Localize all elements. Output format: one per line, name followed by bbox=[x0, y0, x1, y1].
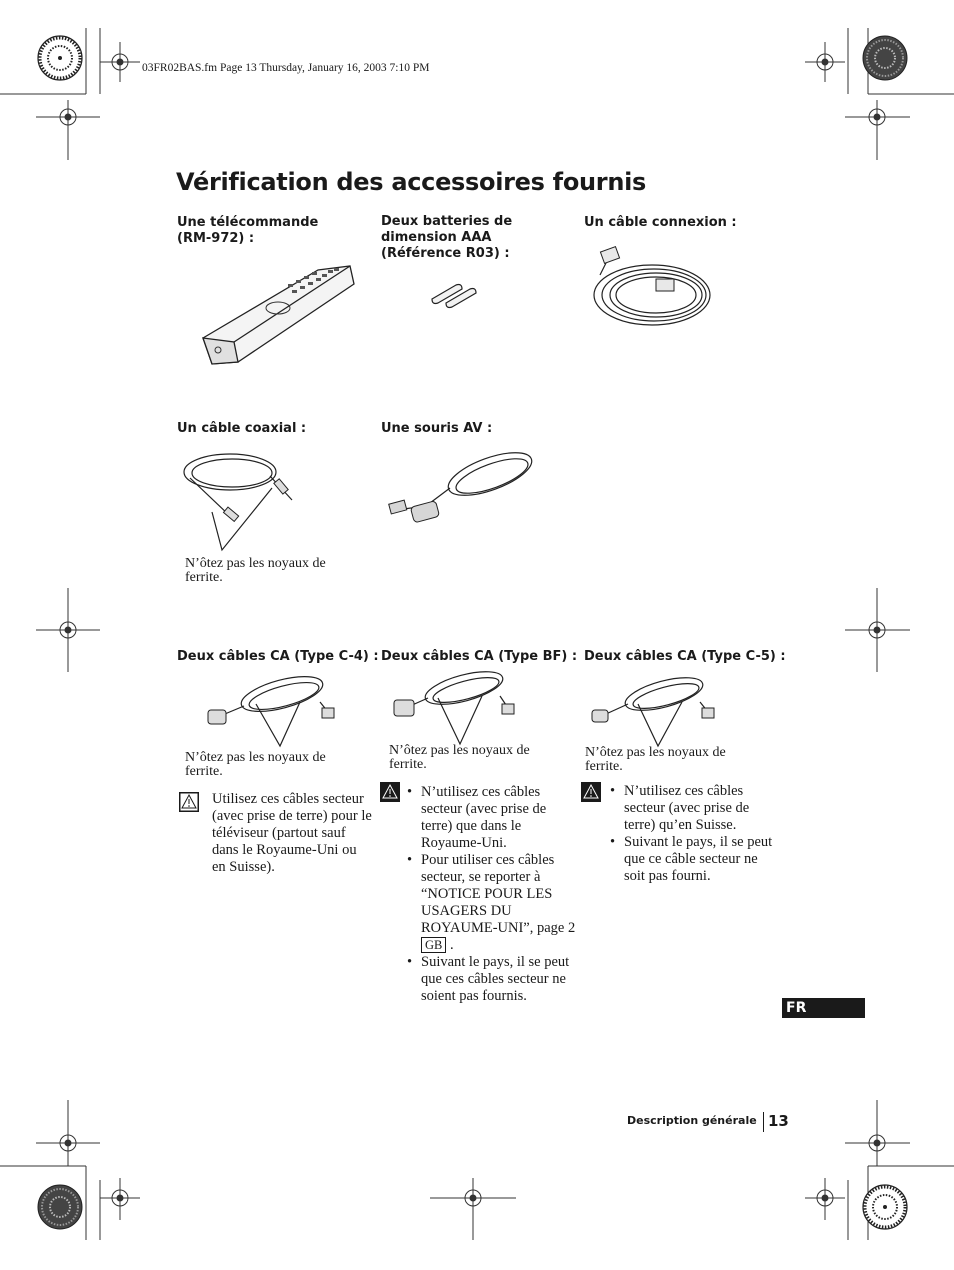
ac-cable-c4-image bbox=[200, 672, 340, 747]
ac-c5-label: Deux câbles CA (Type C-5) : bbox=[584, 649, 786, 664]
list-item: • Suivant le pays, il se peut que ce câble secteur ne soit pas fourni. bbox=[608, 834, 773, 885]
list-item: • Suivant le pays, il se peut que ces câbles secteur ne soient pas fournis. bbox=[405, 954, 580, 1005]
footer-section-title: Description générale bbox=[627, 1114, 757, 1127]
ac-c4-label: Deux câbles CA (Type C-4) : bbox=[177, 649, 379, 664]
file-header: 03FR02BAS.fm Page 13 Thursday, January 16, 2003 7:10 PM bbox=[142, 62, 430, 74]
coaxial-cable-label: Un câble coaxial : bbox=[177, 421, 307, 436]
remote-control-image bbox=[198, 258, 358, 368]
batteries-image bbox=[428, 279, 488, 309]
warning-icon bbox=[179, 792, 199, 812]
page-title: Vérification des accessoires fournis bbox=[176, 168, 647, 196]
ac-cable-c5-image bbox=[584, 672, 724, 747]
ac-c5-bullet-list bbox=[608, 783, 773, 885]
warning-icon bbox=[581, 782, 601, 802]
ac-bf-bullet-list bbox=[405, 784, 580, 1005]
connection-cable-image bbox=[590, 245, 720, 335]
remote-label: Une télécommande (RM-972) : bbox=[177, 215, 319, 246]
connection-cable-label: Un câble connexion : bbox=[584, 215, 737, 230]
ac-c4-warning-text: Utilisez ces câbles secteur (avec prise de terre) pour le téléviseur (partout sauf dans le Royaume-Uni ou en Suisse). bbox=[212, 791, 372, 875]
bullet-text: Pour utiliser ces câbles secteur, se reporter à “NOTICE POUR LES USAGERS DU ROYAUME-UNI”, page 2 bbox=[421, 852, 576, 936]
list-item: • N’utilisez ces câbles secteur (avec prise de terre) que dans le Royaume-Uni. bbox=[405, 784, 580, 852]
coaxial-ferrite-note: N’ôtez pas les noyaux de ferrite. bbox=[185, 556, 326, 585]
list-item: • N’utilisez ces câbles secteur (avec prise de terre) qu’en Suisse. bbox=[608, 783, 773, 834]
gb-badge: GB bbox=[421, 937, 446, 953]
footer-divider bbox=[763, 1112, 764, 1132]
av-mouse-label: Une souris AV : bbox=[381, 421, 493, 436]
ac-c4-ferrite-note: N’ôtez pas les noyaux de ferrite. bbox=[185, 750, 326, 779]
batteries-label: Deux batteries de dimension AAA (Référence R03) : bbox=[381, 214, 513, 261]
coaxial-cable-image bbox=[180, 448, 310, 558]
ac-bf-label: Deux câbles CA (Type BF) : bbox=[381, 649, 578, 664]
page-number: 13 bbox=[768, 1112, 789, 1130]
ac-c5-ferrite-note: N’ôtez pas les noyaux de ferrite. bbox=[585, 745, 726, 774]
bullet-text-end: . bbox=[446, 937, 454, 953]
language-tab: FR bbox=[782, 998, 865, 1018]
av-mouse-image bbox=[386, 448, 546, 538]
ac-bf-ferrite-note: N’ôtez pas les noyaux de ferrite. bbox=[389, 743, 530, 772]
list-item bbox=[405, 852, 580, 954]
ac-cable-bf-image bbox=[388, 668, 528, 743]
warning-icon bbox=[380, 782, 400, 802]
